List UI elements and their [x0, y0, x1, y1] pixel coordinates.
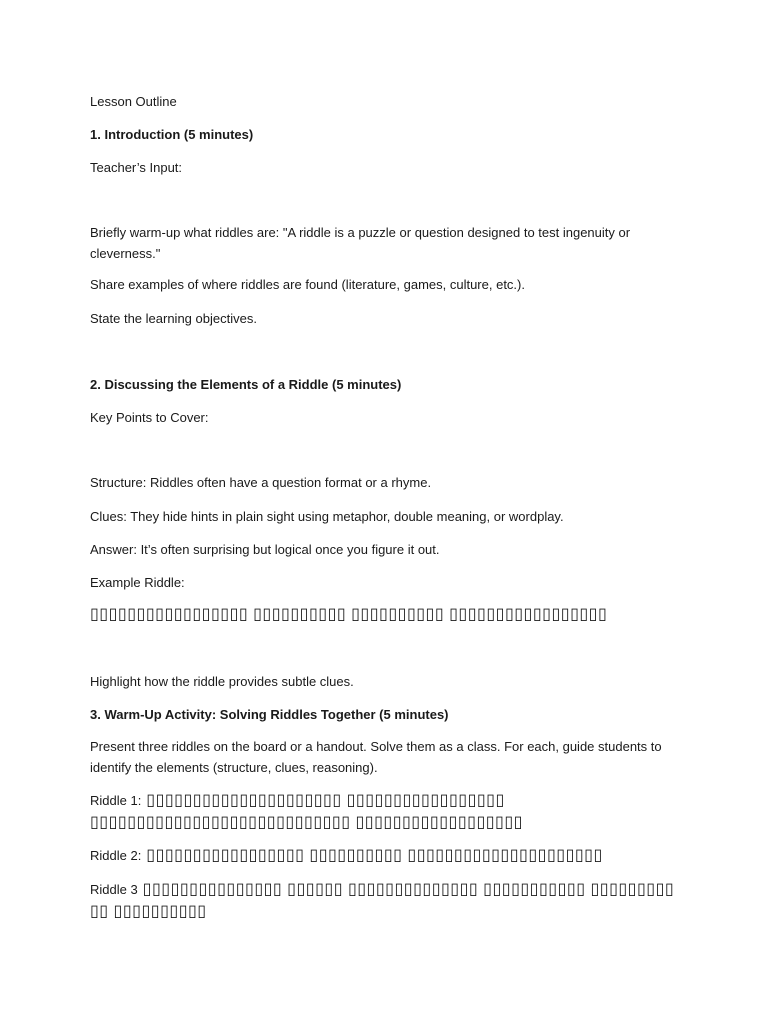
riddle-3: [90, 879, 690, 923]
section-2-paragraph-4: Highlight how the riddle provides subtle clues.: [90, 674, 354, 689]
section-2-paragraph-3: Answer: It’s often surprising but logical once you figure it out.: [90, 542, 440, 557]
section-1-heading: 1. Introduction (5 minutes): [90, 127, 254, 142]
riddle-3-text: ▯▯▯▯▯▯▯▯▯▯▯▯▯▯▯ ▯▯▯▯▯▯ ▯▯▯▯▯▯▯▯▯▯▯▯▯▯ ▯▯▯▯▯▯▯▯▯▯▯ ▯▯▯▯▯▯▯▯▯ ▯▯ ▯▯▯▯▯▯▯▯▯▯: [90, 881, 675, 920]
section-2-paragraph-2: Clues: They hide hints in plain sight using metaphor, double meaning, or wordplay.: [90, 509, 564, 524]
riddle-2: [90, 845, 690, 867]
section-1-paragraph-3: State the learning objectives.: [90, 311, 257, 326]
section-1-paragraph-2: Share examples of where riddles are found (literature, games, culture, etc.).: [90, 277, 525, 292]
riddle-1: [90, 790, 690, 834]
section-1-paragraph-1: Briefly warm-up what riddles are: "A riddle is a puzzle or question designed to test ingenuity or cleverness.": [90, 225, 631, 261]
section-2-heading: 2. Discussing the Elements of a Riddle (5 minutes): [90, 377, 402, 392]
example-riddle-text: ▯▯▯▯▯▯▯▯▯▯▯▯▯▯▯▯▯ ▯▯▯▯▯▯▯▯▯▯ ▯▯▯▯▯▯▯▯▯▯ ▯▯▯▯▯▯▯▯▯▯▯▯▯▯▯▯▯: [90, 606, 608, 623]
riddle-2-label: Riddle 2:: [90, 848, 142, 863]
section-1-subheading: Teacher’s Input:: [90, 160, 183, 175]
section-2-paragraph-1: Structure: Riddles often have a question format or a rhyme.: [90, 475, 432, 490]
riddle-2-text: ▯▯▯▯▯▯▯▯▯▯▯▯▯▯▯▯▯ ▯▯▯▯▯▯▯▯▯▯ ▯▯▯▯▯▯▯▯▯▯▯▯▯▯▯▯▯▯▯▯▯: [146, 847, 603, 864]
riddle-1-text: ▯▯▯▯▯▯▯▯▯▯▯▯▯▯▯▯▯▯▯▯▯ ▯▯▯▯▯▯▯▯▯▯▯▯▯▯▯▯▯ ▯▯▯▯▯▯▯▯▯▯▯▯▯▯▯▯▯▯▯▯▯▯▯▯▯▯▯▯ ▯▯▯▯▯▯▯▯▯▯▯▯▯▯▯▯▯▯: [90, 792, 523, 831]
section-3-paragraph-1: Present three riddles on the board or a handout. Solve them as a class. For each, guide students to identify the elements (structure, clues, reasoning).: [90, 739, 662, 775]
section-2-subheading: Key Points to Cover:: [90, 410, 209, 425]
riddle-1-label: Riddle 1:: [90, 793, 142, 808]
section-3-heading: 3. Warm-Up Activity: Solving Riddles Together (5 minutes): [90, 707, 449, 722]
example-riddle-label: Example Riddle:: [90, 575, 185, 590]
doc-title: Lesson Outline: [90, 94, 177, 109]
riddle-3-label: Riddle 3: [90, 882, 138, 897]
